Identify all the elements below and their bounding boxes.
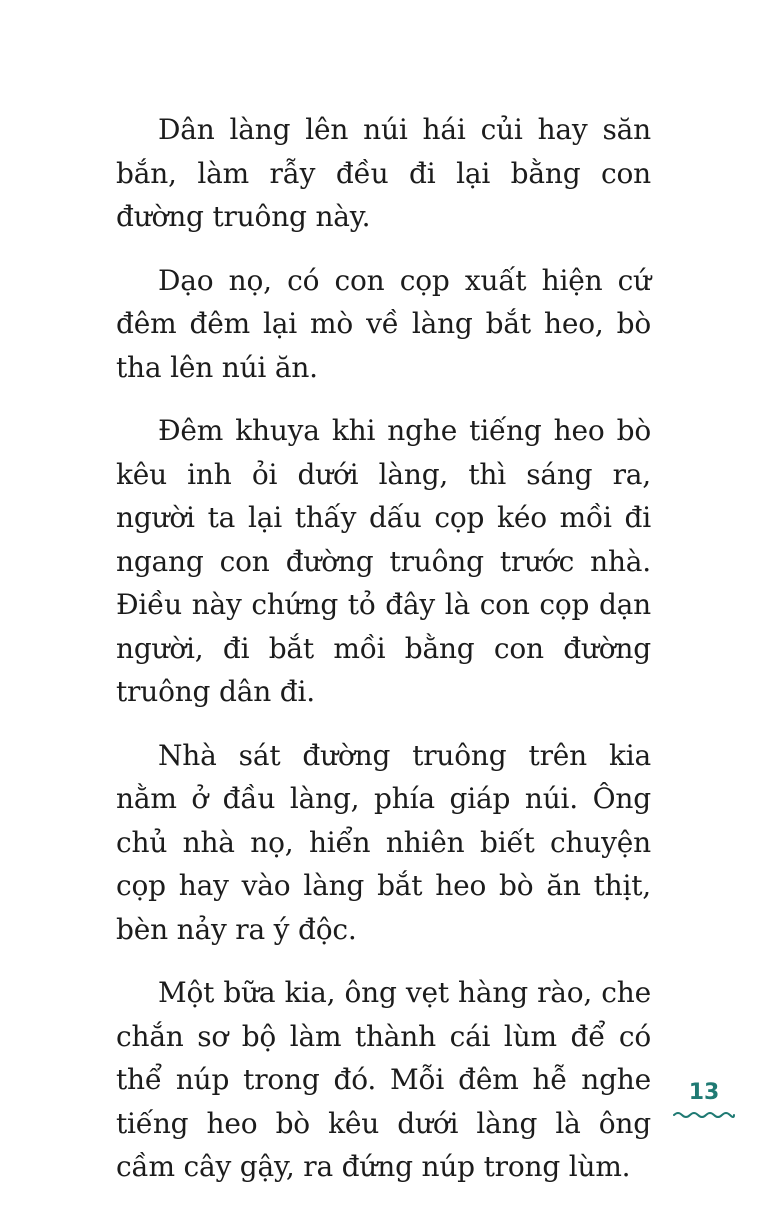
page-body-text xyxy=(116,108,651,1209)
page-footer xyxy=(670,1078,738,1122)
page-number: 13 xyxy=(688,1080,720,1105)
paragraph-1: Dân làng lên núi hái củi hay săn bắn, làm rẫy đều đi lại bằng con đường truông này. xyxy=(116,113,651,233)
wave-ornament-icon xyxy=(673,1110,735,1120)
paragraph-3: Đêm khuya khi nghe tiếng heo bò kêu inh ỏi dưới làng, thì sáng ra, người ta lại thấy dấu cọp kéo mồi đi ngang con đường truông trước nhà. Điều này chứng tỏ đây là con cọp dạn người, đi bắt mồi bằng con đường truông dân đi. xyxy=(116,414,651,708)
paragraph-4: Nhà sát đường truông trên kia nằm ở đầu làng, phía giáp núi. Ông chủ nhà nọ, hiển nhiên biết chuyện cọp hay vào làng bắt heo bò ăn thịt, bèn nảy ra ý độc. xyxy=(116,738,651,946)
paragraph-2: Dạo nọ, có con cọp xuất hiện cứ đêm đêm lại mò về làng bắt heo, bò tha lên núi ăn. xyxy=(116,263,651,384)
paragraph-5: Một bữa kia, ông vẹt hàng rào, che chắn sơ bộ làm thành cái lùm để có thể núp trong đó. Mỗi đêm hễ nghe tiếng heo bò kêu dưới làng là ông cầm cây gậy, ra đứng núp trong lùm. xyxy=(116,976,651,1183)
